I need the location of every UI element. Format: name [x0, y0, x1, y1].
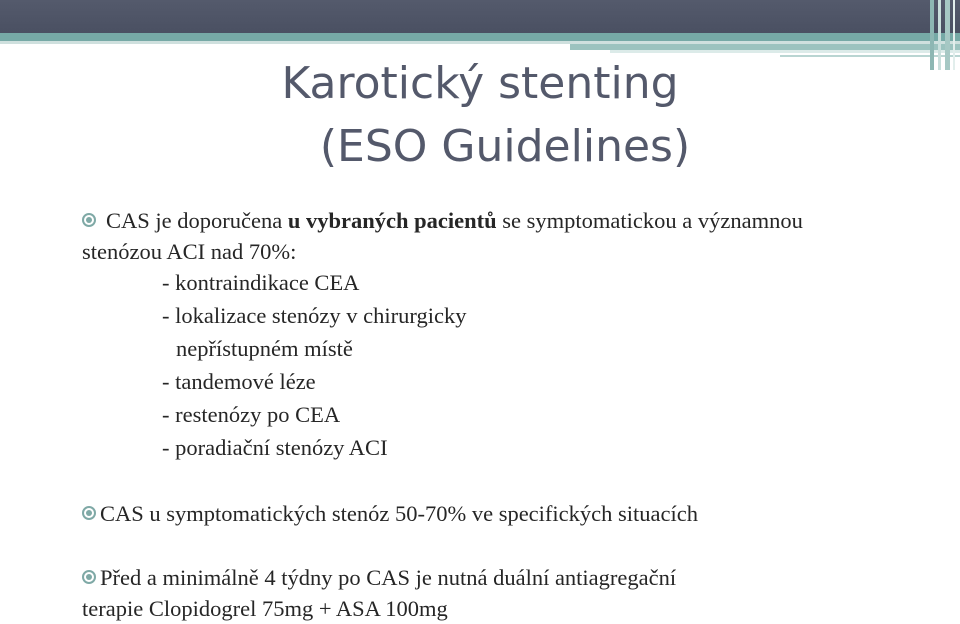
bullet-icon	[82, 570, 96, 584]
sub-item: - poradiační stenózy ACI	[162, 435, 388, 460]
bullet-1-text-bold: u vybraných pacientů	[287, 208, 497, 233]
sub-item: nepřístupném místě	[176, 336, 353, 361]
bullet-3	[82, 562, 676, 593]
sub-item: - restenózy po CEA	[162, 402, 341, 427]
bullet-2-text: CAS u symptomatických stenóz 50-70% ve specifických situacích	[100, 501, 698, 526]
bullet-1	[82, 205, 842, 267]
header-band	[0, 0, 960, 33]
bullet-icon	[82, 506, 96, 520]
bullet-3-line-2: terapie Clopidogrel 75mg + ASA 100mg	[82, 596, 448, 621]
header-stripe	[0, 33, 960, 41]
bullet-1-text-a: CAS je doporučena	[106, 208, 288, 233]
bullet-3-text-line-1: Před a minimálně 4 týdny po CAS je nutná duální antiagregační	[100, 565, 677, 590]
title-line-2: (ESO Guidelines)	[319, 121, 691, 172]
bullet-icon	[82, 213, 96, 227]
bullet-1-text-b: se symptomatickou a významnou stenózou ACI nad 70%:	[82, 208, 803, 264]
title-line-1: Karotický stenting	[281, 58, 679, 109]
sub-item: - kontraindikace CEA	[162, 270, 360, 295]
sub-item: - lokalizace stenózy v chirurgicky	[162, 303, 467, 328]
slide-title	[0, 52, 960, 178]
bullet-2	[82, 498, 698, 529]
sub-item: - tandemové léze	[162, 369, 316, 394]
